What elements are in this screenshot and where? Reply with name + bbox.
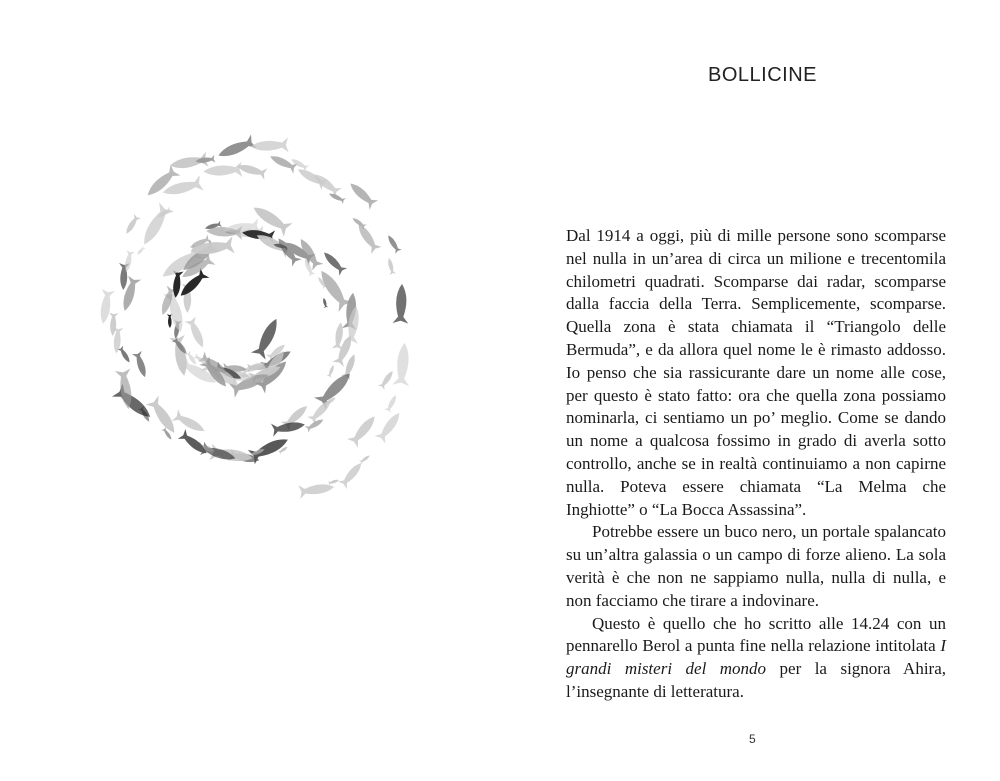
fish-icon bbox=[185, 317, 209, 350]
paragraph-3-text: Questo è quello che ho scritto alle 14.24 con un pennarello Berol a punta fine nella relazione intitolata bbox=[566, 613, 946, 656]
fish-icon bbox=[386, 257, 396, 275]
fish-icon bbox=[321, 297, 328, 308]
fish-swirl-illustration bbox=[80, 130, 410, 550]
fish-icon bbox=[347, 412, 380, 448]
paragraph-2: Potrebbe essere un buco nero, un portale spalancato su un’altra galassia o un campo di forze alieno. La sola verità è che non ne sappiamo nulla, nulla di nulla, e non facciamo che tirare a indovinare. bbox=[566, 522, 946, 610]
fish-icon bbox=[327, 364, 336, 378]
paragraph-3-text-end: per la signora Ahira, l’insegnante di letteratura. bbox=[566, 659, 946, 701]
fish-icon bbox=[351, 216, 367, 230]
fish-icon bbox=[216, 134, 257, 162]
fish-icon bbox=[320, 249, 347, 276]
fish-icon bbox=[132, 351, 150, 379]
fish-icon bbox=[310, 170, 341, 198]
fish-icon bbox=[178, 429, 210, 458]
fish-icon bbox=[328, 191, 346, 204]
fish-icon bbox=[314, 368, 356, 410]
page-number: 5 bbox=[749, 732, 756, 746]
fish-icon bbox=[338, 459, 366, 489]
fish-icon bbox=[112, 384, 156, 424]
fish-icon bbox=[203, 162, 243, 180]
report-title: I grandi misteri del mondo bbox=[566, 636, 946, 679]
fish-icon bbox=[146, 396, 181, 437]
fish-icon bbox=[375, 409, 405, 444]
fish-icon bbox=[378, 369, 396, 390]
fish-icon bbox=[328, 478, 340, 486]
fish-icon bbox=[250, 137, 288, 154]
fish-icon bbox=[123, 214, 141, 236]
fish-icon bbox=[359, 454, 371, 465]
fish-icon bbox=[353, 221, 381, 254]
fish-icon bbox=[172, 409, 208, 436]
chapter-title: BOLLICINE bbox=[708, 64, 817, 86]
right-page bbox=[500, 0, 1000, 781]
fish-icon bbox=[392, 342, 410, 386]
fish-icon bbox=[385, 233, 402, 253]
paragraph-3 bbox=[566, 613, 946, 704]
paragraph-1: Dal 1914 a oggi, più di mille persone sono scomparse nel nulla in un’area di circa un milione e trecentomila chilometri quadrati. Scomparse dai radar, scomparse dalla faccia della Terra. Semplicemente, scomparse. Quella zona è stata chiamata il “Triangolo delle Bermuda”, e da allora quel nome le è rimasto addosso. Io penso che sia rassicurante dare un nome alle cose, per questo è stato fatto: ora che quella zona possiamo nominarla, ci sentiamo un po’ meglio. Come se dando un nome a qualcosa fossimo in grado di averla sotto controllo, anche se in realtà continuiamo a non capirne nulla. Poteva essere chiamata “La Melma che Inghiotte” o “La Bocca Assassina”. bbox=[566, 226, 946, 519]
body-text bbox=[566, 225, 946, 704]
fish-icon bbox=[393, 284, 410, 324]
fish-icon bbox=[117, 346, 132, 365]
fish-icon bbox=[143, 164, 181, 200]
fish-icon bbox=[136, 246, 146, 256]
fish-icon bbox=[384, 394, 399, 413]
fish-icon bbox=[346, 179, 378, 210]
